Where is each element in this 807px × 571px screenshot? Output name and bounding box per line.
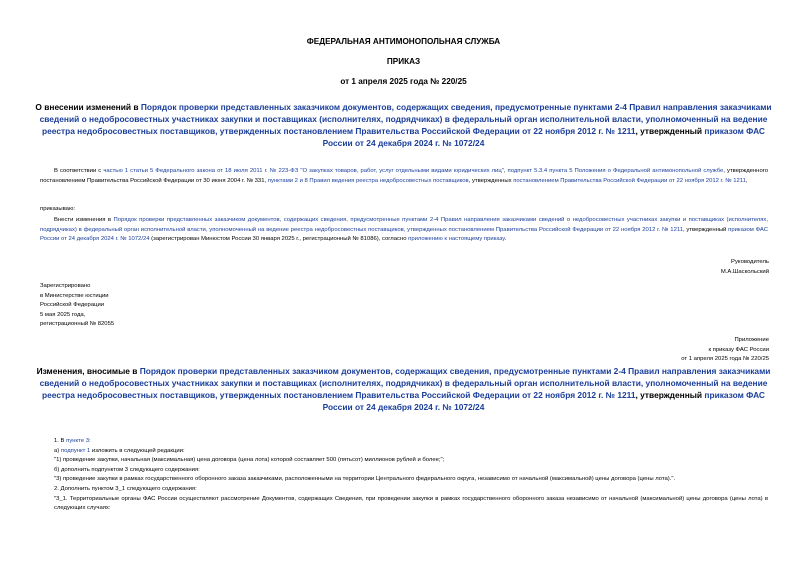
registration-line: 5 мая 2025 года,: [40, 311, 86, 318]
change-a-suffix: изложить в следующей редакции:: [90, 447, 185, 454]
order-body: [40, 216, 768, 245]
order-text-4: .: [504, 236, 507, 243]
title-order-link[interactable]: приказом ФАС России от 24 декабря 2024 г. № 1072/24: [322, 126, 765, 148]
change-item-1: [54, 437, 768, 447]
title-prefix: О внесении изменений в: [35, 102, 141, 112]
order-text-1: Внести изменения в: [54, 217, 114, 223]
registration-line: Российской Федерации: [40, 302, 105, 309]
registration-line: Зарегистрировано: [40, 283, 91, 289]
order-title: [30, 101, 777, 149]
registration-block: [40, 282, 114, 330]
order-fas-link[interactable]: приказом ФАС России от 24 декабря 2024 г. № 1072/24: [40, 226, 768, 243]
change-2-quote: "3_1. Территориальные органы ФАС России осуществляют рассмотрение Документов, содержащих Сведения, при проведении закупки в рамках государственного оборонного заказа независимо от начальной (максимальной) цены договора (цены лота) в следующих случаях:: [54, 495, 768, 512]
appendix-reference: [681, 336, 769, 365]
preamble: [40, 167, 768, 186]
title-procedure-link[interactable]: Порядок проверки представленных заказчиком документов, содержащих сведения, предусмотренные пунктами 2-4 Правил направления заказчиками сведений о недобросовестных участниках закупки и поставщиках (исполнителях, подрядчиках) в федеральный орган исполнительной власти, уполномоченный на ведение реестра недобросовестных поставщиков, утвержденных постановлением Правительства Российской Федерации от 22 ноября 2012 г. № 1211: [39, 102, 772, 136]
change-item-b: б) дополнить подпунктом 3 следующего содержания:: [54, 466, 200, 473]
appendix-ref-line: от 1 апреля 2025 года № 220/25: [681, 356, 769, 363]
order-text-3: (зарегистрирован Минюстом России 30 января 2025 г., регистрационный № 81086), согласно: [149, 236, 409, 243]
change-a-quote: "1) проведение закупки, начальная (максимальная) цена договора (цена лота) которой составляет 500 (пятьсот) миллионов рублей и более;";: [54, 457, 445, 464]
registry-rules-link[interactable]: пунктами 2 и 8 Правил ведения реестра недобросовестных поставщиков: [267, 177, 469, 184]
appendix-link[interactable]: приложению к настоящему приказу: [408, 236, 505, 243]
registration-line: регистрационный № 82055: [40, 321, 115, 328]
order-text-2: , утвержденный: [682, 226, 729, 233]
registration-line: в Министерстве юстиции: [40, 292, 109, 299]
change-item-2: 2. Дополнить пунктом 3_1 следующего содержания:: [54, 485, 197, 492]
change-1-suffix: :: [88, 438, 91, 444]
title-mid: , утвержденный: [635, 126, 705, 136]
signature-block: [721, 258, 769, 277]
appendix-order-link[interactable]: приказом ФАС России от 24 декабря 2024 г. № 1072/24: [322, 390, 765, 412]
preamble-text-3: , утвержденного постановлением Правительства Российской Федерации от 30 июня 2004 г. № 331,: [40, 168, 769, 184]
appendix-ref-line: Приложение: [734, 337, 769, 343]
doc-date-number: от 1 апреля 2025 года № 220/25: [340, 77, 467, 86]
changes-list: [54, 437, 768, 514]
change-1-prefix: 1. В: [54, 438, 67, 444]
law-223-link[interactable]: частью 1 статьи 5 Федерального закона от 18 июля 2011 г. № 223-ФЗ "О закупках товаров, работ, услуг отдельными видами юридических лиц": [103, 168, 504, 174]
preamble-text-1: В соответствии с: [54, 168, 104, 174]
appendix-title-mid: , утвержденный: [635, 390, 705, 400]
order-word: приказываю:: [40, 206, 76, 212]
subclause-1-link[interactable]: подпункт 1: [60, 447, 91, 454]
government-decree-link[interactable]: постановлением Правительства Российской Федерации от 22 ноября 2012 г. № 1211: [513, 177, 746, 184]
preamble-text-2: ,: [503, 168, 508, 174]
clause-3-link[interactable]: пункте 3: [66, 438, 89, 444]
appendix-ref-line: к приказу ФАС России: [708, 346, 769, 353]
change-b-quote: "3) проведение закупки в рамках государственного оборонного заказа заказчиками, расположенными на территории Центрального федерального округа, независимо от начальной (максимальной) цены договора (цены лота).".: [54, 476, 676, 483]
appendix-procedure-link[interactable]: Порядок проверки представленных заказчиком документов, содержащих сведения, предусмотренные пунктами 2-4 Правил направления заказчиками сведений о недобросовестных участниках закупки и поставщиках (исполнителях, подрядчиках) в федеральный орган исполнительной власти, уполномоченный на ведение реестра недобросовестных поставщиков, утвержденных постановлением Правительства Российской Федерации от 22 ноября 2012 г. № 1211: [39, 366, 771, 400]
change-a-prefix: а): [54, 447, 61, 454]
fas-regulation-link[interactable]: подпункт 5.3.4 пункта 5 Положения о Федеральной антимонопольной службе: [507, 168, 724, 174]
change-item-a: [54, 447, 768, 457]
appendix-title-prefix: Изменения, вносимые в: [36, 366, 140, 376]
signature-name: М.А.Шаскольский: [720, 268, 769, 275]
preamble-text-5: ,: [745, 177, 748, 184]
appendix-title: [30, 365, 777, 413]
doc-type: ПРИКАЗ: [386, 57, 421, 66]
signature-position: Руководитель: [731, 259, 769, 265]
preamble-text-4: , утвержденных: [468, 177, 514, 184]
agency-name: ФЕДЕРАЛЬНАЯ АНТИМОНОПОЛЬНАЯ СЛУЖБА: [306, 37, 501, 46]
order-procedure-link[interactable]: Порядок проверки представленных заказчиком документов, содержащих сведения, предусмотренные пунктами 2-4 Правил направления заказчиками сведений о недобросовестных участниках закупки и поставщиках (исполнителях, подрядчиках) в федеральный орган исполнительной власти, уполномоченный на ведение реестра недобросовестных поставщиков, утвержденных постановлением Правительства Российской Федерации от 22 ноября 2012 г. № 1211: [40, 217, 768, 233]
